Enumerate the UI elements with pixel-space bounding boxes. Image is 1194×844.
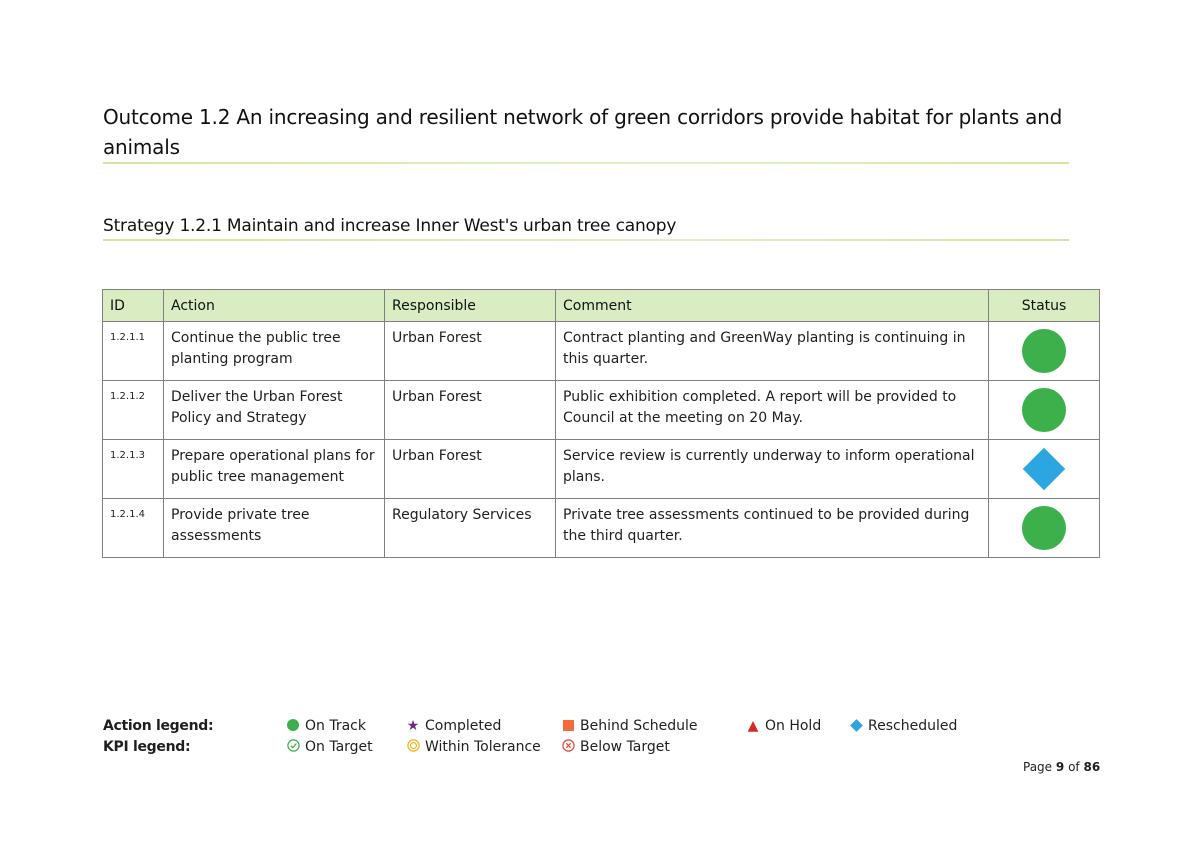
red-triangle-icon: ▲ <box>747 718 759 734</box>
green-circle-icon <box>1022 388 1066 432</box>
legend-on-track-label: On Track <box>305 718 366 734</box>
row-id: 1.2.1.2 <box>103 381 164 440</box>
row-comment: Public exhibition completed. A report will be provided to Council at the meeting on 20 May. <box>556 381 989 440</box>
row-comment: Service review is currently underway to inform operational plans. <box>556 440 989 499</box>
header-comment: Comment <box>556 290 989 322</box>
actions-table <box>102 289 1100 558</box>
header-id: ID <box>103 290 164 322</box>
green-circle-icon <box>1022 329 1066 373</box>
red-x-circle-icon <box>561 739 575 755</box>
legend-completed <box>406 718 501 734</box>
row-status <box>989 322 1100 381</box>
row-comment: Private tree assessments continued to be provided during the third quarter. <box>556 499 989 558</box>
row-responsible: Urban Forest <box>385 322 556 381</box>
header-responsible: Responsible <box>385 290 556 322</box>
outcome-title: Outcome 1.2 An increasing and resilient network of green corridors provide habitat for plants and animals <box>103 105 1063 159</box>
legend-within-tolerance-label: Within Tolerance <box>425 739 541 755</box>
legend-on-target <box>286 739 373 755</box>
row-id: 1.2.1.4 <box>103 499 164 558</box>
outcome-divider <box>103 162 1069 164</box>
page-of: of <box>1068 760 1080 774</box>
kpi-legend-label: KPI legend: <box>103 739 191 755</box>
table-row <box>103 440 1100 499</box>
row-status <box>989 440 1100 499</box>
page-total: 86 <box>1083 760 1101 774</box>
legend-behind-schedule <box>561 718 698 734</box>
legend-below-target-label: Below Target <box>580 739 670 755</box>
row-action: Provide private tree assessments <box>164 499 385 558</box>
purple-star-icon: ★ <box>406 718 420 734</box>
strategy-title: Strategy 1.2.1 Maintain and increase Inner West's urban tree canopy <box>103 216 677 236</box>
legend-on-hold-label: On Hold <box>765 718 822 734</box>
yellow-target-icon <box>406 739 420 755</box>
orange-square-icon <box>563 720 574 731</box>
row-id: 1.2.1.3 <box>103 440 164 499</box>
header-status: Status <box>989 290 1100 322</box>
row-action: Prepare operational plans for public tree management <box>164 440 385 499</box>
legend-on-track <box>286 718 366 734</box>
blue-diamond-icon <box>1023 448 1065 490</box>
legend-rescheduled-label: Rescheduled <box>868 718 958 734</box>
blue-diamond-icon <box>850 719 863 732</box>
strategy-divider <box>103 239 1069 241</box>
row-action: Continue the public tree planting program <box>164 322 385 381</box>
row-status <box>989 381 1100 440</box>
legend-behind-schedule-label: Behind Schedule <box>580 718 698 734</box>
green-circle-icon <box>1022 506 1066 550</box>
legend-on-target-label: On Target <box>305 739 373 755</box>
action-legend-label: Action legend: <box>103 718 214 734</box>
row-id: 1.2.1.1 <box>103 322 164 381</box>
row-comment: Contract planting and GreenWay planting is continuing in this quarter. <box>556 322 989 381</box>
row-action: Deliver the Urban Forest Policy and Strategy <box>164 381 385 440</box>
legend-completed-label: Completed <box>425 718 502 734</box>
page-current: 9 <box>1055 760 1065 774</box>
row-responsible: Urban Forest <box>385 381 556 440</box>
page-number <box>1023 760 1100 774</box>
table-row <box>103 381 1100 440</box>
table-row <box>103 499 1100 558</box>
page-prefix: Page <box>1023 760 1053 774</box>
green-circle-icon <box>287 719 299 731</box>
table-header-row <box>103 290 1100 322</box>
green-check-circle-icon <box>286 739 300 755</box>
row-responsible: Urban Forest <box>385 440 556 499</box>
row-responsible: Regulatory Services <box>385 499 556 558</box>
header-action: Action <box>164 290 385 322</box>
legend-on-hold <box>746 718 821 734</box>
row-status <box>989 499 1100 558</box>
legend-within-tolerance <box>406 739 541 755</box>
legend-below-target <box>561 739 670 755</box>
table-row <box>103 322 1100 381</box>
legend-rescheduled <box>849 718 957 734</box>
